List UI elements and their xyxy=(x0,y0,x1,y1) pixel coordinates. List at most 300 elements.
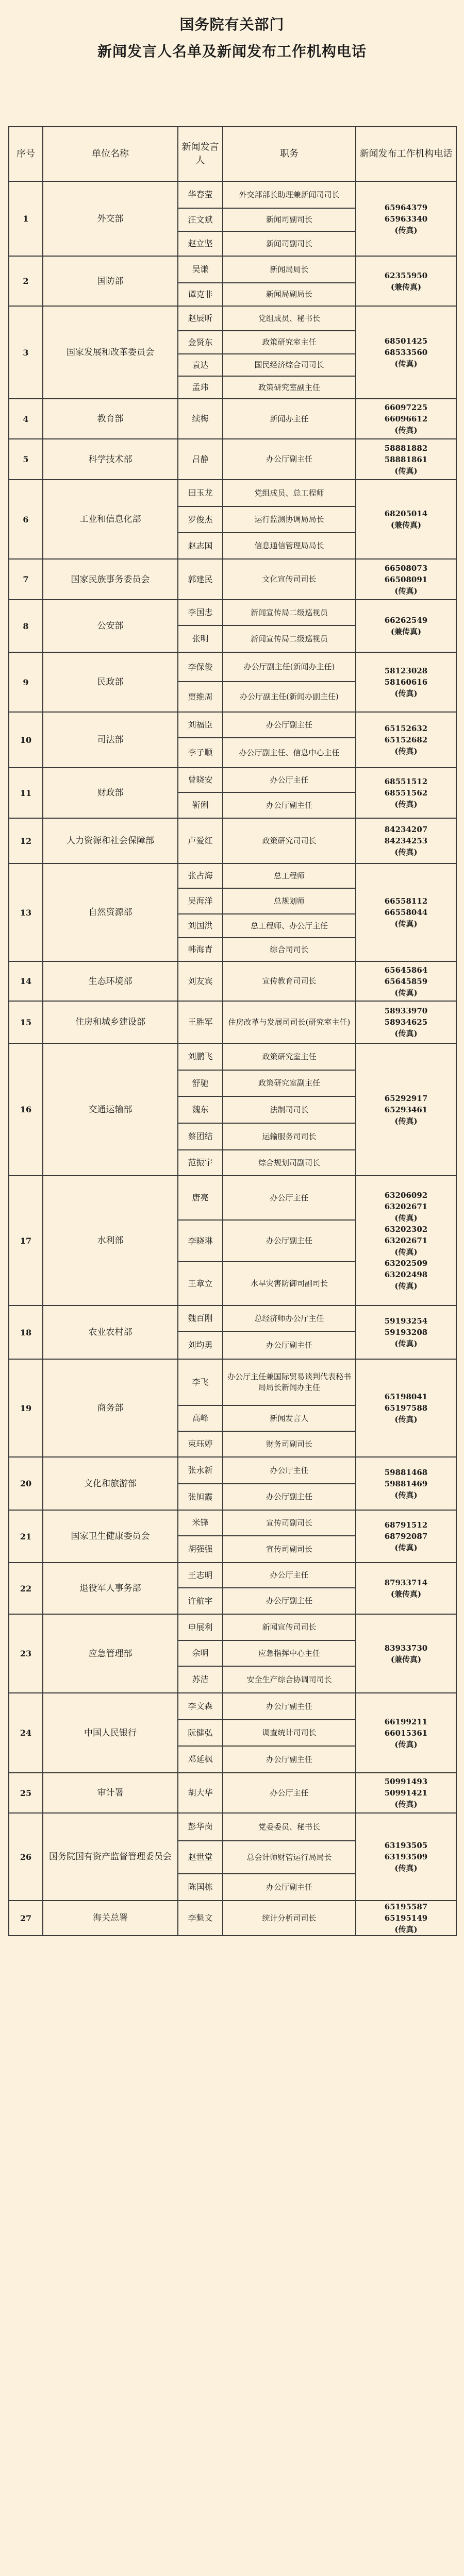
phone-number: 65292917 xyxy=(384,1093,428,1103)
phone-number: 66508073 xyxy=(384,563,428,573)
phone-number: 66015361 xyxy=(384,1728,428,1738)
spokesperson-position: 运输服务司司长 xyxy=(223,1123,356,1150)
department-name: 工业和信息化部 xyxy=(43,480,178,559)
department-name: 中国人民银行 xyxy=(43,1693,178,1773)
table-row xyxy=(9,1614,456,1640)
department-name: 财政部 xyxy=(43,768,178,818)
department-name: 国家发展和改革委员会 xyxy=(43,306,178,399)
spokesperson-name: 李文森 xyxy=(178,1693,223,1720)
spokesperson-position: 办公厅主任 xyxy=(223,768,356,792)
phone-number: 87933714 xyxy=(384,1578,428,1587)
spokesperson-name: 吴海洋 xyxy=(178,888,223,914)
phone-number: (传真) xyxy=(394,225,418,235)
spokesperson-name: 胡强强 xyxy=(178,1536,223,1563)
spokesperson-position: 办公厅副主任 xyxy=(223,1220,356,1262)
phone-number: (传真) xyxy=(394,1116,418,1126)
spokesperson-name: 李晓琳 xyxy=(178,1220,223,1262)
office-phone-cell xyxy=(356,1563,456,1614)
phone-number: 68551562 xyxy=(384,788,428,798)
spokesperson-name: 范振宇 xyxy=(178,1150,223,1176)
spokesperson-position: 外交部部长助理兼新闻司司长 xyxy=(223,181,356,208)
office-phone-cell xyxy=(356,559,456,600)
department-name: 商务部 xyxy=(43,1359,178,1457)
phone-number: (传真) xyxy=(394,1863,418,1873)
spokesperson-name: 贾维周 xyxy=(178,682,223,712)
phone-number: 59881468 xyxy=(384,1467,428,1477)
row-number: 24 xyxy=(9,1693,43,1773)
spokesperson-position: 政策研究室副主任 xyxy=(223,376,356,399)
office-phone-cell xyxy=(356,1614,456,1693)
table-row xyxy=(9,399,456,439)
spokesperson-position: 新闻局局长 xyxy=(223,256,356,283)
table-row xyxy=(9,961,456,1001)
spokesperson-position: 办公厅副主任 xyxy=(223,1693,356,1720)
department-name: 国防部 xyxy=(43,256,178,306)
department-name: 交通运输部 xyxy=(43,1043,178,1176)
office-phone-cell xyxy=(356,768,456,818)
document-title: 国务院有关部门 xyxy=(179,16,285,33)
spokesperson-position: 宣传司副司长 xyxy=(223,1510,356,1536)
table-row xyxy=(9,600,456,625)
spokesperson-position: 信息通信管理局局长 xyxy=(223,533,356,559)
spokesperson-name: 华春莹 xyxy=(178,181,223,208)
spokesperson-name: 余明 xyxy=(178,1640,223,1666)
spokesperson-position: 总规划师 xyxy=(223,888,356,914)
table-row xyxy=(9,1693,456,1720)
phone-number: (传真) xyxy=(394,426,418,435)
spokesperson-name: 王志明 xyxy=(178,1563,223,1588)
phone-number: (传真) xyxy=(394,1339,418,1348)
table-row xyxy=(9,306,456,331)
department-name: 外交部 xyxy=(43,181,178,256)
spokesperson-position: 新闻宣传局二级巡视员 xyxy=(223,625,356,652)
spokesperson-name: 阮健弘 xyxy=(178,1720,223,1746)
spokesperson-name: 王胜军 xyxy=(178,1001,223,1043)
row-number: 6 xyxy=(9,480,43,559)
row-number: 27 xyxy=(9,1901,43,1936)
spokesperson-position: 宣传教育司司长 xyxy=(223,961,356,1001)
phone-number: (传真) xyxy=(394,1543,418,1552)
row-number: 4 xyxy=(9,399,43,439)
phone-number: 62355950 xyxy=(384,270,428,280)
phone-number: 68791512 xyxy=(384,1520,428,1530)
table-row xyxy=(9,1306,456,1331)
table-row xyxy=(9,652,456,682)
spokesperson-position: 运行监测协调局局长 xyxy=(223,506,356,533)
spokesperson-name: 赵世堂 xyxy=(178,1841,223,1874)
department-name: 人力资源和社会保障部 xyxy=(43,818,178,863)
spokesperson-name: 赵立坚 xyxy=(178,231,223,256)
phone-number: 66508091 xyxy=(384,574,428,584)
spokesperson-name: 许航宇 xyxy=(178,1588,223,1614)
phone-number: 66558044 xyxy=(384,908,428,917)
phone-number: 65645864 xyxy=(384,965,428,975)
department-name: 海关总署 xyxy=(43,1901,178,1936)
row-number: 18 xyxy=(9,1306,43,1359)
office-phone-cell xyxy=(356,1176,456,1306)
spokesperson-position: 政策研究司司长 xyxy=(223,818,356,863)
phone-number: 65645859 xyxy=(384,976,428,986)
row-number: 2 xyxy=(9,256,43,306)
table-row xyxy=(9,1359,456,1405)
row-number: 20 xyxy=(9,1457,43,1510)
row-number: 14 xyxy=(9,961,43,1001)
spokesperson-name: 续梅 xyxy=(178,399,223,439)
row-number: 8 xyxy=(9,600,43,652)
phone-number: 63202509 xyxy=(384,1259,428,1268)
spokesperson-position: 党组成员、秘书长 xyxy=(223,306,356,331)
office-phone-cell xyxy=(356,863,456,961)
phone-number: 68792087 xyxy=(384,1532,428,1541)
phone-number: 63202671 xyxy=(384,1202,428,1211)
spokesperson-position: 办公厅副主任 xyxy=(223,1588,356,1614)
spokesperson-name: 田玉龙 xyxy=(178,480,223,506)
phone-number: (传真) xyxy=(394,1739,418,1749)
office-phone-cell xyxy=(356,961,456,1001)
spokesperson-name: 李保俊 xyxy=(178,652,223,682)
spokesperson-position: 办公厅副主任 xyxy=(223,792,356,818)
phone-number: 65152632 xyxy=(384,724,428,733)
spokesperson-position: 政策研究室主任 xyxy=(223,1043,356,1070)
spokesperson-name: 罗俊杰 xyxy=(178,506,223,533)
row-number: 26 xyxy=(9,1813,43,1901)
department-name: 农业农村部 xyxy=(43,1306,178,1359)
spokesperson-position: 法制司司长 xyxy=(223,1096,356,1123)
phone-number: 68501425 xyxy=(384,336,428,346)
spokesperson-position: 办公厅主任 xyxy=(223,1773,356,1813)
phone-number: (传真) xyxy=(394,689,418,698)
department-name: 生态环境部 xyxy=(43,961,178,1001)
spokesperson-name: 李子顺 xyxy=(178,738,223,768)
phone-number: 65293461 xyxy=(384,1105,428,1114)
department-name: 住房和城乡建设部 xyxy=(43,1001,178,1043)
spokesperson-name: 刘友宾 xyxy=(178,961,223,1001)
phone-number: (兼传真) xyxy=(390,1654,422,1664)
department-name: 水利部 xyxy=(43,1176,178,1306)
phone-number: (传真) xyxy=(394,586,418,596)
phone-number: 68551512 xyxy=(384,777,428,786)
spokesperson-position: 新闻司副司长 xyxy=(223,231,356,256)
phone-number: 65197588 xyxy=(384,1403,428,1413)
spokesperson-position: 办公厅主任 xyxy=(223,1176,356,1220)
spokesperson-name: 李魁文 xyxy=(178,1901,223,1936)
office-phone-cell xyxy=(356,480,456,559)
department-name: 自然资源部 xyxy=(43,863,178,961)
spokesperson-position: 政策研究室副主任 xyxy=(223,1070,356,1096)
spokesperson-name: 张旭霞 xyxy=(178,1484,223,1510)
office-phone-cell xyxy=(356,1773,456,1813)
spokesperson-position: 总会计师财管运行局局长 xyxy=(223,1841,356,1874)
spokesperson-position: 新闻司副司长 xyxy=(223,208,356,231)
spokesperson-name: 曾晓安 xyxy=(178,768,223,792)
table-row xyxy=(9,768,456,792)
phone-number: 65963340 xyxy=(384,214,428,224)
phone-number: (传真) xyxy=(394,1213,418,1223)
office-phone-cell xyxy=(356,818,456,863)
spokesperson-name: 魏东 xyxy=(178,1096,223,1123)
department-name: 科学技术部 xyxy=(43,439,178,480)
document-subtitle: 新闻发言人名单及新闻发布工作机构电话 xyxy=(97,43,367,60)
spokesperson-position: 宣传司副司长 xyxy=(223,1536,356,1563)
spokesperson-name: 卢爱红 xyxy=(178,818,223,863)
spokesperson-position: 总工程师、办公厅主任 xyxy=(223,914,356,938)
spokesperson-position: 办公厅主任 xyxy=(223,1563,356,1588)
phone-number: 63202302 xyxy=(384,1225,428,1234)
department-name: 审计署 xyxy=(43,1773,178,1813)
table-header-row xyxy=(9,127,456,181)
office-phone-cell xyxy=(356,399,456,439)
phone-number: (传真) xyxy=(394,1415,418,1424)
table-row xyxy=(9,480,456,506)
phone-number: 50991493 xyxy=(384,1777,428,1786)
phone-number: 63193505 xyxy=(384,1841,428,1850)
phone-number: (传真) xyxy=(394,919,418,928)
phone-number: (传真) xyxy=(394,848,418,857)
department-name: 教育部 xyxy=(43,399,178,439)
phone-number: (兼传真) xyxy=(390,520,422,530)
table-row xyxy=(9,1043,456,1070)
spokesperson-position: 办公厅副主任 xyxy=(223,439,356,480)
office-phone-cell xyxy=(356,600,456,652)
spokesperson-name: 彭华岗 xyxy=(178,1813,223,1841)
spokesperson-name: 李飞 xyxy=(178,1359,223,1405)
office-phone-cell xyxy=(356,1813,456,1901)
table-row xyxy=(9,712,456,738)
row-number: 9 xyxy=(9,652,43,712)
spokesperson-position: 综合规划司副司长 xyxy=(223,1150,356,1176)
phone-number: 65964379 xyxy=(384,202,428,212)
table-row xyxy=(9,1510,456,1536)
spokesperson-name: 米锋 xyxy=(178,1510,223,1536)
phone-number: 66262549 xyxy=(384,616,428,625)
office-phone-cell xyxy=(356,1306,456,1359)
department-name: 应急管理部 xyxy=(43,1614,178,1693)
spokesperson-name: 谭克非 xyxy=(178,283,223,306)
spokesperson-name: 刘国洪 xyxy=(178,914,223,938)
office-phone-cell xyxy=(356,1043,456,1176)
spokesperson-name: 靳俐 xyxy=(178,792,223,818)
row-number: 25 xyxy=(9,1773,43,1813)
spokesperson-name: 舒驰 xyxy=(178,1070,223,1096)
spokesperson-position: 办公厅副主任(新闻办副主任) xyxy=(223,682,356,712)
phone-number: 65195587 xyxy=(384,1902,428,1911)
spokesperson-position: 办公厅副主任(新闻办主任) xyxy=(223,652,356,682)
spokesperson-position: 办公厅副主任 xyxy=(223,1746,356,1773)
row-number: 16 xyxy=(9,1043,43,1176)
spokesperson-name: 唐亮 xyxy=(178,1176,223,1220)
spokesperson-name: 赵辰昕 xyxy=(178,306,223,331)
office-phone-cell xyxy=(356,712,456,768)
phone-number: 50991421 xyxy=(384,1788,428,1798)
spokesperson-position: 新闻发言人 xyxy=(223,1405,356,1431)
phone-number: 58881861 xyxy=(384,454,428,464)
table-body xyxy=(9,181,456,1936)
spokesperson-position: 国民经济综合司司长 xyxy=(223,354,356,376)
spokesperson-position: 文化宣传司司长 xyxy=(223,559,356,600)
office-phone-cell xyxy=(356,1001,456,1043)
spokesperson-name: 刘福臣 xyxy=(178,712,223,738)
department-name: 司法部 xyxy=(43,712,178,768)
table-row xyxy=(9,1176,456,1220)
spokesperson-name: 胡大华 xyxy=(178,1773,223,1813)
spokesperson-position: 政策研究室主任 xyxy=(223,331,356,354)
phone-number: 59193254 xyxy=(384,1316,428,1326)
spokesperson-position: 总工程师 xyxy=(223,863,356,888)
row-number: 23 xyxy=(9,1614,43,1693)
phone-number: (传真) xyxy=(394,1281,418,1291)
phone-number: (传真) xyxy=(394,1800,418,1809)
phone-number: 83933730 xyxy=(384,1643,428,1653)
table-row xyxy=(9,256,456,283)
department-name: 国家卫生健康委员会 xyxy=(43,1510,178,1563)
spokesperson-name: 吕静 xyxy=(178,439,223,480)
table-row xyxy=(9,439,456,480)
phone-number: 66199211 xyxy=(384,1717,428,1726)
header-phone: 新闻发布工作机构电话 xyxy=(356,127,456,181)
row-number: 19 xyxy=(9,1359,43,1457)
phone-number: 58881882 xyxy=(384,443,428,453)
office-phone-cell xyxy=(356,652,456,712)
spokesperson-name: 韩海青 xyxy=(178,938,223,961)
header-spokesperson: 新闻发言人 xyxy=(178,127,223,181)
spokesperson-name: 高峰 xyxy=(178,1405,223,1431)
row-number: 21 xyxy=(9,1510,43,1563)
spokesperson-name: 张明 xyxy=(178,625,223,652)
spokesperson-position: 党委委员、秘书长 xyxy=(223,1813,356,1841)
department-name: 国务院国有资产监督管理委员会 xyxy=(43,1813,178,1901)
spokesperson-name: 吴谦 xyxy=(178,256,223,283)
spokesperson-name: 孟玮 xyxy=(178,376,223,399)
office-phone-cell xyxy=(356,306,456,399)
phone-number: (兼传真) xyxy=(390,627,422,636)
phone-number: 58933970 xyxy=(384,1006,428,1015)
spokesperson-position: 办公厅主任兼国际贸易谈判代表秘书局局长新闻办主任 xyxy=(223,1359,356,1405)
spokesperson-name: 刘鹏飞 xyxy=(178,1043,223,1070)
phone-number: 63202498 xyxy=(384,1270,428,1279)
table-row xyxy=(9,1773,456,1813)
spokesperson-name: 魏百刚 xyxy=(178,1306,223,1331)
spokesperson-name: 袁达 xyxy=(178,354,223,376)
row-number: 5 xyxy=(9,439,43,480)
table-row xyxy=(9,1563,456,1588)
spokesperson-position: 安全生产综合协调司司长 xyxy=(223,1666,356,1693)
phone-number: (传真) xyxy=(394,747,418,756)
department-name: 国家民族事务委员会 xyxy=(43,559,178,600)
table-row xyxy=(9,1001,456,1043)
table-row xyxy=(9,818,456,863)
phone-number: 68533560 xyxy=(384,348,428,357)
spokesperson-position: 统计分析司司长 xyxy=(223,1901,356,1936)
spokesperson-position: 办公厅副主任 xyxy=(223,1331,356,1359)
row-number: 7 xyxy=(9,559,43,600)
phone-number: 84234207 xyxy=(384,825,428,834)
spokesperson-name: 蔡团结 xyxy=(178,1123,223,1150)
table-row xyxy=(9,559,456,600)
row-number: 11 xyxy=(9,768,43,818)
table-row xyxy=(9,1901,456,1936)
phone-number: (传真) xyxy=(394,1247,418,1257)
phone-number: 65152682 xyxy=(384,735,428,744)
spokesperson-position: 办公厅副主任、信息中心主任 xyxy=(223,738,356,768)
spokesperson-name: 陈国栋 xyxy=(178,1874,223,1901)
row-number: 15 xyxy=(9,1001,43,1043)
phone-number: 63206092 xyxy=(384,1191,428,1200)
spokesperson-name: 申展利 xyxy=(178,1614,223,1640)
row-number: 3 xyxy=(9,306,43,399)
spokesperson-name: 张占海 xyxy=(178,863,223,888)
phone-number: 63193509 xyxy=(384,1852,428,1861)
phone-number: 58123028 xyxy=(384,666,428,675)
row-number: 13 xyxy=(9,863,43,961)
phone-number: (传真) xyxy=(394,1925,418,1934)
phone-number: 66558112 xyxy=(384,896,428,906)
spokesperson-name: 束珏婷 xyxy=(178,1431,223,1457)
row-number: 1 xyxy=(9,181,43,256)
spokesperson-position: 新闻办主任 xyxy=(223,399,356,439)
spokesperson-position: 办公厅副主任 xyxy=(223,712,356,738)
spokesperson-position: 办公厅副主任 xyxy=(223,1484,356,1510)
office-phone-cell xyxy=(356,256,456,306)
phone-number: 68205014 xyxy=(384,509,428,518)
phone-number: (传真) xyxy=(394,1029,418,1038)
phone-number: 58934625 xyxy=(384,1018,428,1027)
phone-number: (传真) xyxy=(394,466,418,476)
phone-number: (传真) xyxy=(394,988,418,997)
spokesperson-name: 苏洁 xyxy=(178,1666,223,1693)
title-block xyxy=(0,0,464,65)
office-phone-cell xyxy=(356,1901,456,1936)
phone-number: 65195149 xyxy=(384,1913,428,1923)
phone-number: (兼传真) xyxy=(390,1589,422,1599)
office-phone-cell xyxy=(356,1457,456,1510)
table-row xyxy=(9,1813,456,1841)
spokesperson-position: 办公厅主任 xyxy=(223,1457,356,1484)
spokesperson-position: 新闻宣传局二级巡视员 xyxy=(223,600,356,625)
header-number: 序号 xyxy=(9,127,43,181)
phone-number: 65198041 xyxy=(384,1392,428,1401)
office-phone-cell xyxy=(356,1693,456,1773)
office-phone-cell xyxy=(356,181,456,256)
office-phone-cell xyxy=(356,439,456,480)
spokesperson-name: 王章立 xyxy=(178,1262,223,1306)
spokesperson-name: 金贤东 xyxy=(178,331,223,354)
spokesperson-position: 办公厅副主任 xyxy=(223,1874,356,1901)
office-phone-cell xyxy=(356,1359,456,1457)
department-name: 公安部 xyxy=(43,600,178,652)
spokesperson-name: 刘均勇 xyxy=(178,1331,223,1359)
spokesperson-position: 应急指挥中心主任 xyxy=(223,1640,356,1666)
spokesperson-position: 总经济师办公厅主任 xyxy=(223,1306,356,1331)
spokesperson-position: 新闻宣传司司长 xyxy=(223,1614,356,1640)
phone-number: 59193208 xyxy=(384,1328,428,1337)
spokesperson-name: 李国忠 xyxy=(178,600,223,625)
header-position: 职务 xyxy=(223,127,356,181)
table-row xyxy=(9,181,456,208)
phone-number: 66096612 xyxy=(384,414,428,423)
phone-number: 84234253 xyxy=(384,836,428,845)
row-number: 22 xyxy=(9,1563,43,1614)
phone-number: 58160616 xyxy=(384,677,428,687)
table-row xyxy=(9,1457,456,1484)
phone-number: (传真) xyxy=(394,800,418,809)
spokesperson-name: 邓延枫 xyxy=(178,1746,223,1773)
spokesperson-position: 综合司司长 xyxy=(223,938,356,961)
spokesperson-name: 郭建民 xyxy=(178,559,223,600)
phone-number: (传真) xyxy=(394,359,418,368)
spokesperson-position: 调查统计司司长 xyxy=(223,1720,356,1746)
department-name: 民政部 xyxy=(43,652,178,712)
spokesperson-position: 水旱灾害防御司副司长 xyxy=(223,1262,356,1306)
